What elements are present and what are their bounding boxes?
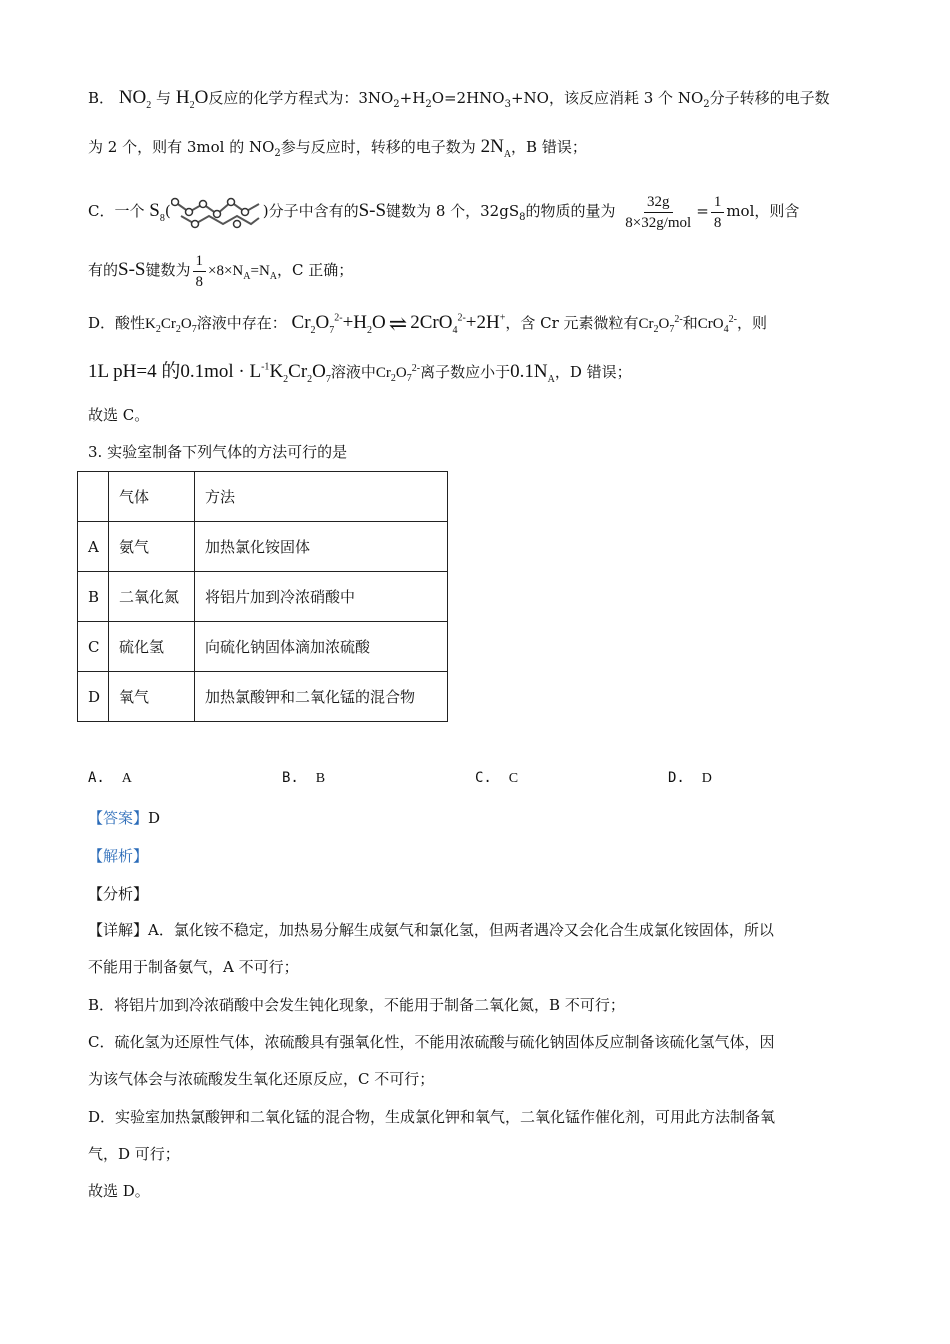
s8-ring-molecule-icon [171, 194, 263, 230]
option-d-line2: 1L pH=4 的$0.1mol \cdot L^{-1}K_2Cr_2O_7$溶液中$Cr_2O_7^{2-}$离子数应小于$0.1N_A$，D 错误； [88, 361, 632, 385]
table-cell: A [78, 522, 109, 572]
formula-2na: $2N_A$ [480, 136, 512, 160]
choice-a[interactable]: A. A [88, 770, 132, 786]
equilibrium-arrow-icon: ⇌ [388, 311, 408, 336]
detail-line: 为该气体会与浓硫酸发生氧化还原反应，C 不可行； [88, 1070, 435, 1088]
table-row [78, 572, 448, 622]
equilibrium-equation: $Cr_2O_7^{2-}+H_2O$ ⇌ 2CrO$_4^{2-}$+2H+ [291, 311, 506, 336]
table-cell: D [78, 672, 109, 722]
detail-line: 不能用于制备氨气，A 不可行； [88, 958, 299, 976]
table-cell: 加热氯酸钾和二氧化锰的混合物 [195, 672, 448, 722]
fenxi-heading: 【分析】 [88, 885, 149, 903]
table-cell: B [78, 572, 109, 622]
table-row [78, 672, 448, 722]
answer-value: D [148, 809, 161, 827]
table-cell: 氧气 [109, 672, 195, 722]
choice-c[interactable]: C. C [475, 770, 519, 786]
gas-method-table [77, 471, 448, 722]
fraction-one-eighth: $\frac{1}{8}$ [711, 192, 725, 233]
option-b-line1: B． $NO_2$ 与 $H_2O$反应的化学方程式为：$3NO_2+H_2O=2HNO_3+NO$，该反应消耗 3 个 $NO_2$分子转移的电子数 [88, 87, 830, 111]
table-cell: C [78, 622, 109, 672]
table-cell: 二氧化氮 [109, 572, 195, 622]
formula-no2: $NO_2$ [118, 87, 152, 111]
option-c-line2: 有的S-S键数为 $\frac{1}{8}$ $\times 8\times N_A=N_A$，C 正确； [88, 252, 354, 290]
text: 反应的化学方程式为：3NO [208, 89, 394, 107]
conclusion-d: 故选 D。 [88, 1182, 150, 1200]
table-cell: 向硫化钠固体滴加浓硫酸 [195, 622, 448, 672]
option-d-line1: D．酸性$K_2Cr_2O_7$溶液中存在： $Cr_2O_7^{2-}+H_2O$ ⇌ 2CrO$_4^{2-}$+2H+，含 Cr 元素微粒有$Cr_2O_7^{2-}$和CrO$_4^{2-}$，则 [88, 311, 767, 336]
formula-h2o: $H_2O$ [175, 87, 209, 111]
table-header-row [78, 472, 448, 522]
table-cell [78, 472, 109, 522]
fraction-one-eighth-2: $\frac{1}{8}$ [193, 251, 207, 292]
detail-line: 气，D 可行； [88, 1145, 180, 1163]
conclusion-c: 故选 C。 [88, 406, 150, 424]
answer-tag: 【答案】 [88, 809, 149, 827]
option-b-line2: 为 2 个，则有 3mol 的 $NO_2$参与反应时，转移的电子数为 $2N_A$，B 错误； [88, 136, 587, 160]
detail-line: C．硫化氢为还原性气体，浓硫酸具有强氧化性，不能用浓硫酸与硫化钠固体反应制备该硫化氢气体，因 [88, 1033, 775, 1051]
choice-b[interactable]: B. B [282, 770, 326, 786]
table-cell: 加热氯化铵固体 [195, 522, 448, 572]
choice-d[interactable]: D. D [668, 770, 712, 786]
detail-line: 【详解】A．氯化铵不稳定，加热易分解生成氨气和氯化氢，但两者遇冷又会化合生成氯化铵固体，所以 [88, 921, 774, 939]
detail-line: D．实验室加热氯酸钾和二氧化锰的混合物，生成氯化钾和氧气，二氧化锰作催化剂，可用此方法制备氧 [88, 1108, 776, 1126]
analysis-tag: 【解析】 [88, 847, 149, 865]
table-cell: 硫化氢 [109, 622, 195, 672]
table-cell: 将铝片加到冷浓硝酸中 [195, 572, 448, 622]
table-row [78, 522, 448, 572]
table-header-gas: 气体 [109, 472, 195, 522]
fraction-mass: $\frac{32g}{\text{8×32g/mol}}$ [625, 193, 692, 231]
text: B． [88, 89, 115, 107]
option-c-line1: C．一个 $S_8$( )分子中含有的S-S键数为 8 个，$32gS_8$的物质的量为 $\frac{32g}{\text{8×32g/mol}}$ = $\frac{1}{8}$ mol，则含 [88, 193, 800, 231]
table-cell: 氨气 [109, 522, 195, 572]
table-row [78, 622, 448, 672]
question-3: 3. 实验室制备下列气体的方法可行的是 [88, 443, 348, 461]
table-header-method: 方法 [195, 472, 448, 522]
detail-line: B．将铝片加到冷浓硝酸中会发生钝化现象，不能用于制备二氧化氮，B 不可行； [88, 996, 625, 1014]
answer-line [88, 807, 160, 829]
text: 与 [156, 89, 172, 107]
